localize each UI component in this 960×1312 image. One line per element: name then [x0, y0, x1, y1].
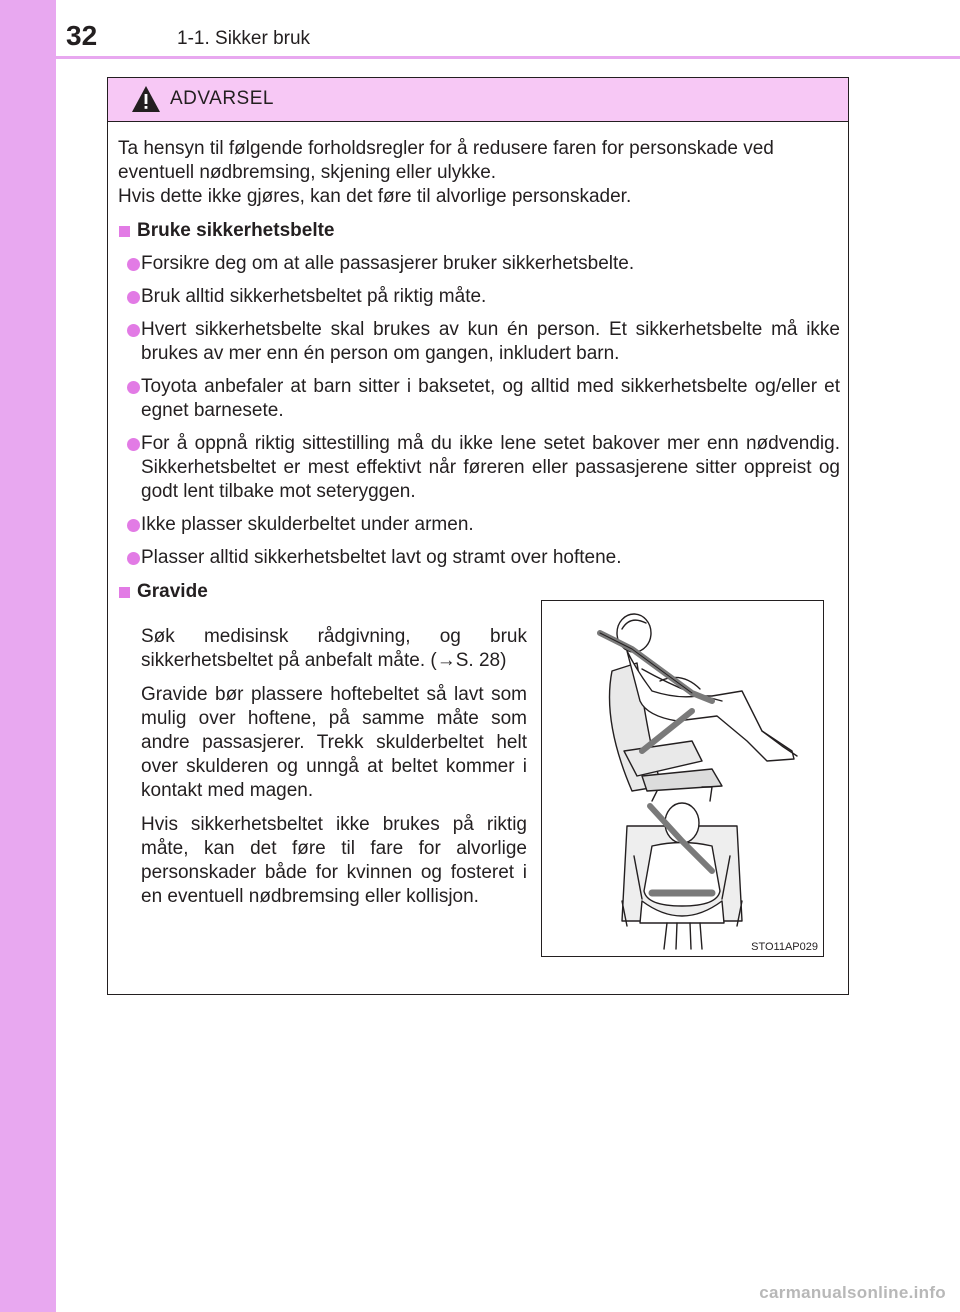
figure-code: STO11AP029	[751, 941, 818, 953]
warning-intro	[118, 137, 840, 209]
list-item: Hvert sikkerhetsbelte skal brukes av kun én person. Et sikkerhetsbelte må ikke brukes av mer enn én person om gangen, inkludert barn.	[118, 318, 840, 366]
illustration-drawing	[542, 601, 822, 955]
header-rule	[56, 56, 960, 59]
watermark: carmanualsonline.info	[759, 1283, 946, 1302]
round-bullet-icon	[127, 381, 140, 394]
round-bullet-icon	[127, 552, 140, 565]
list-item: Toyota anbefaler at barn sitter i baksetet, og alltid med sikkerhetsbelte og/eller et egnet barnesete.	[118, 375, 840, 423]
seatbelt-bullets	[118, 252, 840, 570]
page-number: 32	[66, 20, 98, 51]
pregnant-text	[141, 625, 527, 919]
pregnant-paragraph-1: Søk medisinsk rådgivning, og bruk sikkerhetsbeltet på anbefalt måte. (→S. 28)	[141, 626, 527, 671]
warning-body	[118, 137, 840, 907]
intro-line-1: Ta hensyn til følgende forholdsregler for å redusere faren for personskade ved eventuell nødbremsing, skjening eller ulykke.	[118, 138, 774, 183]
pregnant-seatbelt-illustration	[541, 600, 824, 957]
list-item: Bruk alltid sikkerhetsbeltet på riktig måte.	[118, 285, 840, 309]
round-bullet-icon	[127, 519, 140, 532]
round-bullet-icon	[127, 258, 140, 271]
square-bullet-icon	[119, 226, 130, 237]
warning-title: ADVARSEL	[170, 88, 274, 109]
side-band	[0, 0, 56, 1312]
intro-line-2: Hvis dette ikke gjøres, kan det føre til alvorlige personskader.	[118, 186, 632, 207]
round-bullet-icon	[127, 438, 140, 451]
round-bullet-icon	[127, 324, 140, 337]
subhead-seatbelt-label: Bruke sikkerhetsbelte	[137, 220, 335, 241]
list-item: For å oppnå riktig sittestilling må du ikke lene setet bakover mer enn nødvendig. Sikkerhetsbeltet er mest effektivt når føreren eller passasjerene sitter oppreist og godt lent tilbake mot seteryggen.	[118, 432, 840, 504]
list-item: Plasser alltid sikkerhetsbeltet lavt og stramt over hoftene.	[118, 546, 840, 570]
section-title: 1-1. Sikker bruk	[177, 28, 311, 49]
list-item: Ikke plasser skulderbeltet under armen.	[118, 513, 840, 537]
round-bullet-icon	[127, 291, 140, 304]
warning-triangle-icon	[131, 85, 161, 113]
pregnant-paragraph-3: Hvis sikkerhetsbeltet ikke brukes på riktig måte, kan det føre til fare for alvorlige personskader både for kvinnen og fosteret i en eventuell nødbremsing eller kollisjon.	[141, 814, 527, 907]
square-bullet-icon	[119, 587, 130, 598]
warning-header	[108, 78, 848, 122]
subhead-pregnant-label: Gravide	[137, 581, 208, 602]
list-item: Forsikre deg om at alle passasjerer bruker sikkerhetsbelte.	[118, 252, 840, 276]
warning-box	[107, 77, 849, 995]
subhead-seatbelt	[118, 219, 840, 243]
pregnant-paragraph-2: Gravide bør plassere hoftebeltet så lavt som mulig over hoftene, på samme måte som andre passasjerer. Trekk skulderbeltet helt over skulderen og unngå at beltet kommer i kontakt med magen.	[141, 684, 527, 801]
